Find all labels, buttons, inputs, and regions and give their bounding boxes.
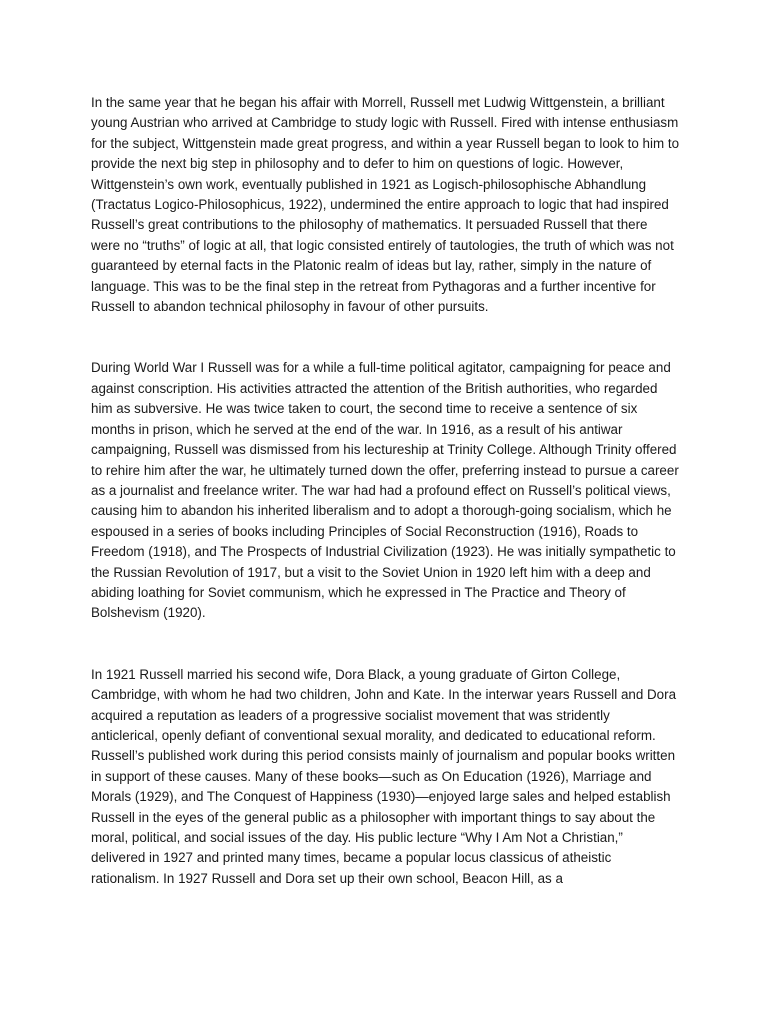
paragraph-world-war-i: During World War I Russell was for a while a full-time political agitator, campaigning for peace and against conscription. His activities attracted the attention of the British authorities, who regarded him as subversive. He was twice taken to court, the second time to receive a sentence of six months in prison, which he served at the end of the war. In 1916, as a result of his antiwar campaigning, Russell was dismissed from his lectureship at Trinity College. Although Trinity offered to rehire him after the war, he ultimately turned down the offer, preferring instead to pursue a career as a journalist and freelance writer. The war had had a profound effect on Russell’s political views, causing him to abandon his inherited liberalism and to adopt a thorough-going socialism, which he espoused in a series of books including Principles of Social Reconstruction (1916), Roads to Freedom (1918), and The Prospects of Industrial Civilization (1923). He was initially sympathetic to the Russian Revolution of 1917, but a visit to the Soviet Union in 1920 left him with a deep and abiding loathing for Soviet communism, which he expressed in The Practice and Theory of Bolshevism (1920). bbox=[91, 360, 679, 621]
document-page bbox=[91, 93, 679, 889]
paragraph-wittgenstein: In the same year that he began his affair with Morrell, Russell met Ludwig Wittgenstein, a brilliant young Austrian who arrived at Cambridge to study logic with Russell. Fired with intense enthusiasm for the subject, Wittgenstein made great progress, and within a year Russell began to look to him to provide the next big step in philosophy and to defer to him on questions of logic. However, Wittgenstein’s own work, eventually published in 1921 as Logisch-philosophische Abhandlung (Tractatus Logico-Philosophicus, 1922), undermined the entire approach to logic that had inspired Russell’s great contributions to the philosophy of mathematics. It persuaded Russell that there were no “truths” of logic at all, that logic consisted entirely of tautologies, the truth of which was not guaranteed by eternal facts in the Platonic realm of ideas but lay, rather, simply in the nature of language. This was to be the final step in the retreat from Pythagoras and a further incentive for Russell to abandon technical philosophy in favour of other pursuits. bbox=[91, 95, 680, 315]
paragraph-dora-black: In 1921 Russell married his second wife, Dora Black, a young graduate of Girton College, Cambridge, with whom he had two children, John and Kate. In the interwar years Russell and Dora acquired a reputation as leaders of a progressive socialist movement that was stridently anticlerical, openly defiant of conventional sexual morality, and dedicated to educational reform. Russell’s published work during this period consists mainly of journalism and popular books written in support of these causes. Many of these books—such as On Education (1926), Marriage and Morals (1929), and The Conquest of Happiness (1930)—enjoyed large sales and helped establish Russell in the eyes of the general public as a philosopher with important things to say about the moral, political, and social issues of the day. His public lecture “Why I Am Not a Christian,” delivered in 1927 and printed many times, became a popular locus classicus of atheistic rationalism. In 1927 Russell and Dora set up their own school, Beacon Hill, as a bbox=[91, 666, 677, 886]
